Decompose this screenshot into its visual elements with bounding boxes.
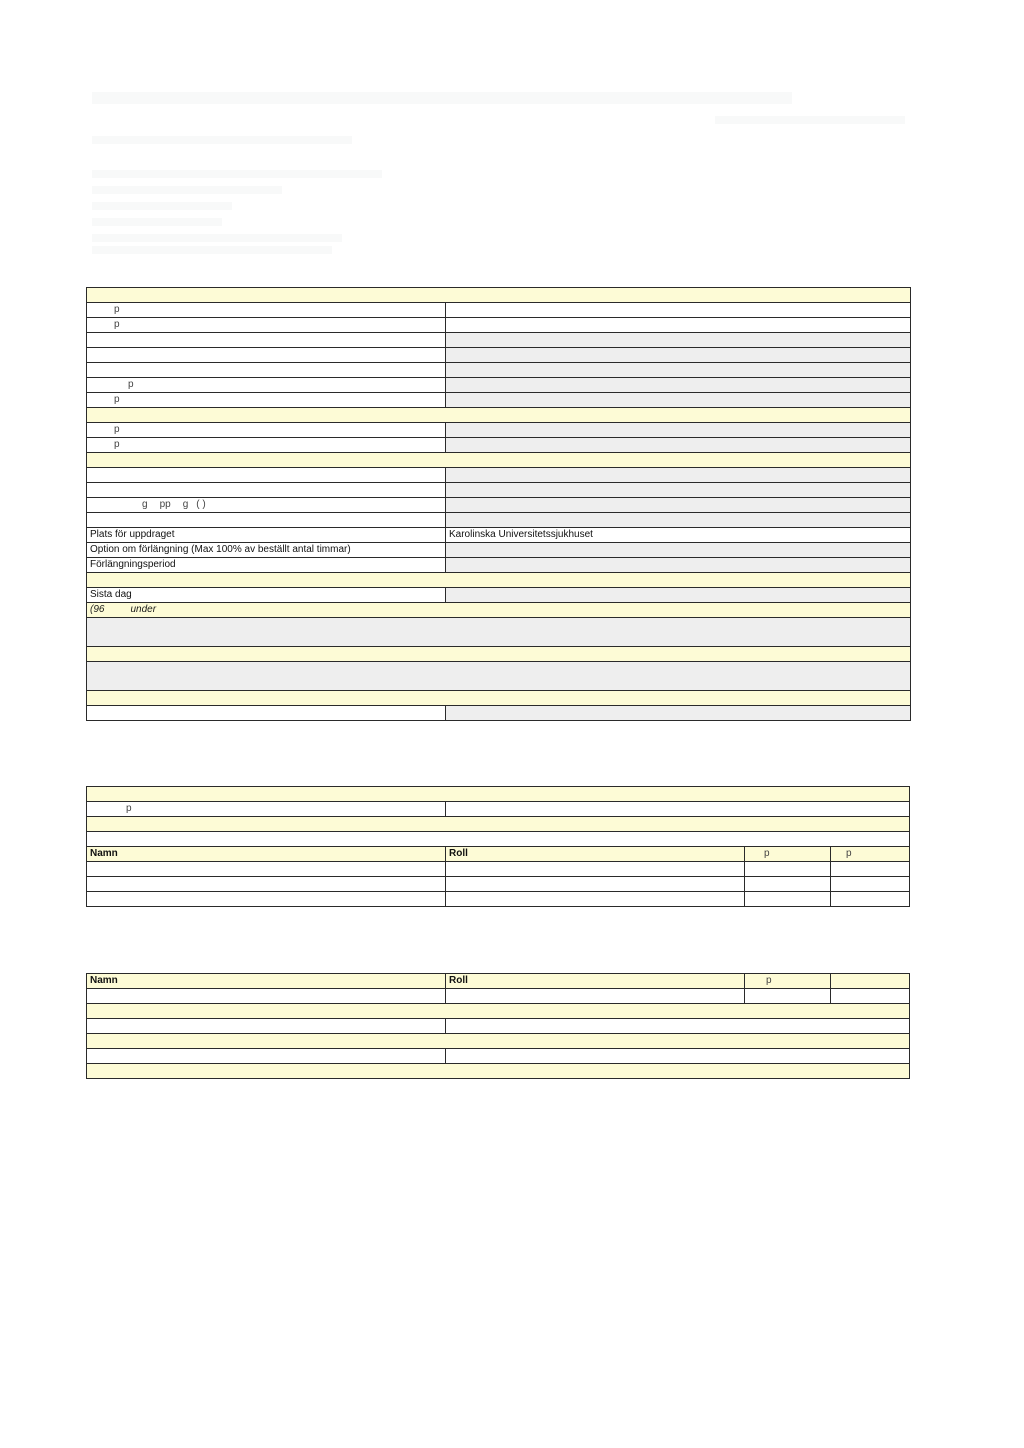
table-cell[interactable] [446, 892, 745, 907]
note-row [87, 832, 910, 847]
field-value[interactable] [446, 1019, 910, 1034]
field-value[interactable] [446, 1049, 910, 1064]
field-label: p [87, 423, 446, 438]
column-header-p1: p [745, 847, 831, 862]
faded-reference-line [715, 116, 905, 124]
table-cell[interactable] [87, 892, 446, 907]
field-label [87, 348, 446, 363]
faded-intro-line-6 [92, 234, 342, 242]
free-text-area[interactable] [87, 662, 911, 691]
option-label: Option om förlängning (Max 100% av beställt antal timmar) [87, 543, 446, 558]
section-header-row [87, 647, 911, 662]
sista-dag-label: Sista dag [87, 588, 446, 603]
faded-intro-line-5 [92, 218, 222, 226]
section-header-row [87, 1004, 910, 1019]
field-label: g pp g ( ) [87, 498, 446, 513]
field-label [87, 483, 446, 498]
table-cell[interactable] [87, 862, 446, 877]
field-value[interactable] [446, 393, 911, 408]
table-cell[interactable] [446, 989, 745, 1004]
note-under: under [130, 604, 157, 615]
column-header-p2: p [831, 847, 910, 862]
faded-intro-line-4 [92, 202, 232, 210]
field-value[interactable] [446, 333, 911, 348]
field-label [87, 706, 446, 721]
section-header-row [87, 691, 911, 706]
column-header-p2 [831, 974, 910, 989]
section-header-row [87, 453, 911, 468]
field-value[interactable] [446, 423, 911, 438]
section-header-row [87, 288, 911, 303]
table-cell[interactable] [87, 989, 446, 1004]
field-label [87, 513, 446, 528]
field-value[interactable] [446, 802, 910, 817]
forlangningsperiod-value[interactable] [446, 558, 911, 573]
table-cell[interactable] [831, 877, 910, 892]
field-value[interactable] [446, 318, 911, 333]
note-96: (96 [90, 604, 105, 615]
faded-intro-line-7 [92, 246, 332, 254]
faded-heading-line [92, 92, 792, 104]
field-value[interactable] [446, 706, 911, 721]
order-form-table [86, 287, 911, 721]
table-cell[interactable] [745, 892, 831, 907]
field-value[interactable] [446, 468, 911, 483]
contact-table [86, 973, 910, 1079]
field-label: p [87, 378, 446, 393]
table-cell[interactable] [87, 877, 446, 892]
field-label [87, 1049, 446, 1064]
field-label: p [87, 438, 446, 453]
table-cell[interactable] [446, 877, 745, 892]
plats-value[interactable]: Karolinska Universitetssjukhuset [446, 528, 911, 543]
consultant-table [86, 786, 910, 907]
faded-intro-line-3 [92, 186, 282, 194]
table-cell[interactable] [831, 989, 910, 1004]
column-header-namn: Namn [87, 847, 446, 862]
option-value[interactable] [446, 543, 911, 558]
faded-intro-line-1 [92, 136, 352, 144]
field-label: p [87, 393, 446, 408]
table-cell[interactable] [446, 862, 745, 877]
column-header-namn: Namn [87, 974, 446, 989]
table-cell[interactable] [745, 877, 831, 892]
section-header-row [87, 817, 910, 832]
field-value[interactable] [446, 513, 911, 528]
free-text-area[interactable] [87, 618, 911, 647]
field-label: p [87, 303, 446, 318]
table-cell[interactable] [831, 892, 910, 907]
section-header-row [87, 787, 910, 802]
note-row [87, 603, 911, 618]
sista-dag-value[interactable] [446, 588, 911, 603]
table-cell[interactable] [745, 989, 831, 1004]
column-header-p1: p [745, 974, 831, 989]
section-header-row [87, 408, 911, 423]
field-value[interactable] [446, 348, 911, 363]
faded-intro-line-2 [92, 170, 382, 178]
field-label: p [87, 802, 446, 817]
column-header-roll: Roll [446, 847, 745, 862]
field-value[interactable] [446, 498, 911, 513]
forlangningsperiod-label: Förlängningsperiod [87, 558, 446, 573]
field-label: p [87, 318, 446, 333]
field-label [87, 1019, 446, 1034]
field-label [87, 468, 446, 483]
field-label [87, 363, 446, 378]
field-value[interactable] [446, 303, 911, 318]
section-header-row [87, 1034, 910, 1049]
section-header-row [87, 573, 911, 588]
column-header-roll: Roll [446, 974, 745, 989]
field-value[interactable] [446, 438, 911, 453]
field-value[interactable] [446, 483, 911, 498]
field-label [87, 333, 446, 348]
field-value[interactable] [446, 378, 911, 393]
section-header-row [87, 1064, 910, 1079]
plats-label: Plats för uppdraget [87, 528, 446, 543]
table-cell[interactable] [831, 862, 910, 877]
field-value[interactable] [446, 363, 911, 378]
table-cell[interactable] [745, 862, 831, 877]
